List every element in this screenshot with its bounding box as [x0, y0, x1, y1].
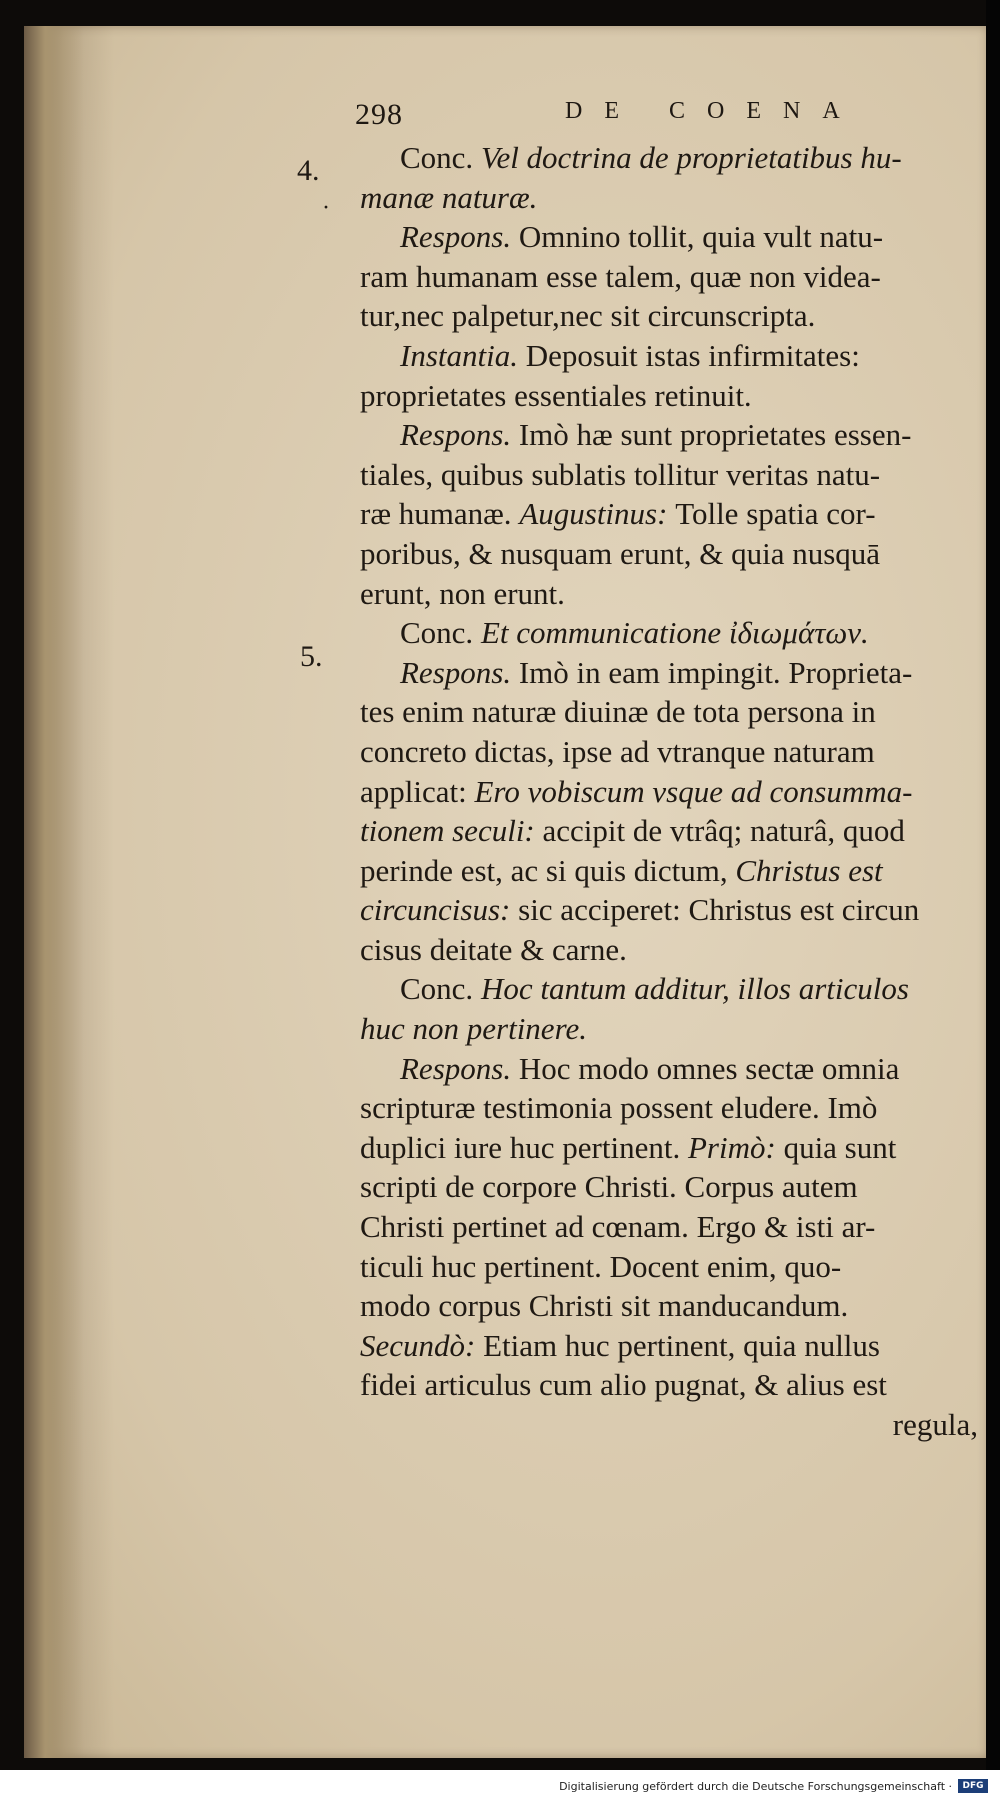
- roman-span: Omnino tollit, quia vult natu-: [518, 219, 884, 255]
- text-line: [360, 1365, 978, 1405]
- roman-span: proprietates essentiales retinuit.: [360, 377, 752, 413]
- roman-span: ram humanam esse talem, quæ non videa-: [360, 258, 881, 294]
- italic-span: Instantia.: [400, 337, 526, 373]
- text-line: [360, 494, 978, 534]
- roman-span: tiales, quibus sublatis tollitur veritas natu-: [360, 456, 881, 492]
- text-line: [360, 1247, 978, 1287]
- roman-span: cisus deitate & carne.: [360, 931, 627, 967]
- text-line: [360, 376, 978, 416]
- text-line: [360, 1167, 978, 1207]
- text-line: [360, 732, 978, 772]
- text-line: [360, 336, 978, 376]
- roman-span: perinde est, ac si quis dictum,: [360, 852, 736, 888]
- roman-span: fidei articulus cum alio pugnat, & alius est: [360, 1367, 887, 1403]
- margin-number-4: 4.: [297, 154, 320, 187]
- roman-span: Imò in eam impingit. Proprieta-: [518, 654, 913, 690]
- italic-span: huc non pertinere.: [360, 1011, 587, 1047]
- text-line: [360, 653, 978, 693]
- text-line: [360, 1286, 978, 1326]
- roman-span: Conc.: [400, 971, 481, 1007]
- text-line: [360, 772, 978, 812]
- roman-span: applicat:: [360, 773, 475, 809]
- text-line: [360, 1207, 978, 1247]
- roman-span: duplici iure huc pertinent.: [360, 1129, 688, 1165]
- italic-span: Respons.: [400, 219, 519, 255]
- italic-span: Secundò:: [360, 1327, 484, 1363]
- roman-span: modo corpus Christi sit manducandum.: [360, 1288, 849, 1324]
- text-line: [360, 930, 978, 970]
- running-head: DE COENA: [565, 98, 862, 124]
- roman-span: Tolle spatia cor-: [675, 496, 876, 532]
- roman-span: ræ humanæ.: [360, 496, 520, 532]
- text-line: [360, 1049, 978, 1089]
- roman-span: Conc.: [400, 140, 481, 175]
- roman-span: concreto dictas, ipse ad vtranque naturam: [360, 733, 875, 769]
- roman-span: scripturæ testimonia possent eludere. Imò: [360, 1090, 878, 1126]
- text-line: [360, 969, 978, 1009]
- roman-span: tur,nec palpetur,nec sit circunscripta.: [360, 298, 816, 334]
- text-line: [360, 178, 978, 218]
- text-line: [360, 257, 978, 297]
- italic-span: Respons.: [400, 654, 519, 690]
- italic-span: Christus est: [735, 852, 883, 888]
- text-line: [360, 138, 978, 178]
- margin-number-5: 5.: [300, 640, 323, 673]
- text-line: [360, 1009, 978, 1049]
- text-line: [360, 851, 978, 891]
- footer-bar: [0, 1770, 1000, 1803]
- text-line: [360, 692, 978, 732]
- roman-span: ticuli huc pertinent. Docent enim, quo-: [360, 1248, 842, 1284]
- italic-span: manæ naturæ.: [360, 179, 538, 215]
- roman-span: quia sunt: [783, 1129, 897, 1165]
- text-line: [360, 890, 978, 930]
- italic-span: Vel doctrina de proprietatibus hu-: [480, 140, 902, 175]
- text-line: [360, 1405, 978, 1445]
- roman-span: Imò hæ sunt proprietates essen-: [518, 417, 912, 453]
- text-line: [360, 455, 978, 495]
- italic-span: Respons.: [400, 1050, 519, 1086]
- italic-span: Ero vobiscum vsque ad consumma-: [474, 773, 913, 809]
- funding-credit: Digitalisierung gefördert durch die Deutsche Forschungsgemeinschaft ·: [559, 1780, 952, 1793]
- text-line: [360, 613, 978, 653]
- text-line: [360, 296, 978, 336]
- roman-span: Etiam huc pertinent, quia nullus: [483, 1327, 880, 1363]
- roman-span: Deposuit istas infirmitates:: [525, 337, 860, 373]
- roman-span: accipit de vtrâq; naturâ, quod: [542, 813, 905, 849]
- italic-span: Respons.: [400, 417, 519, 453]
- text-line: [360, 534, 978, 574]
- scan-border: [986, 0, 1000, 1803]
- italic-span: Hoc tantum additur, illos articulos: [480, 971, 909, 1007]
- italic-span: Primò:: [687, 1129, 784, 1165]
- roman-span: sic acciperet: Christus est circun: [518, 892, 920, 928]
- margin-dot: ·: [322, 195, 330, 221]
- italic-span: Et communicatione ἰδιωμάτων.: [480, 615, 869, 651]
- italic-span: Augustinus:: [519, 496, 676, 532]
- body-text: [360, 138, 978, 1445]
- page-header: [0, 98, 1000, 138]
- roman-span: scripti de corpore Christi. Corpus autem: [360, 1169, 858, 1205]
- roman-span: poribus, & nusquam erunt, & quia nusquā: [360, 535, 881, 571]
- dfg-logo: DFG: [958, 1779, 988, 1793]
- text-line: [360, 811, 978, 851]
- text-line: [360, 1326, 978, 1366]
- roman-span: tes enim naturæ diuinæ de tota persona in: [360, 694, 876, 730]
- text-line: [360, 1088, 978, 1128]
- text-line: [360, 1128, 978, 1168]
- roman-span: erunt, non erunt.: [360, 575, 565, 611]
- text-line: [360, 217, 978, 257]
- page-number: 298: [355, 98, 403, 131]
- roman-span: Conc.: [400, 615, 481, 651]
- roman-span: Christi pertinet ad cœnam. Ergo & isti ar-: [360, 1209, 876, 1245]
- text-line: [360, 574, 978, 614]
- roman-span: Hoc modo omnes sectæ omnia: [518, 1050, 900, 1086]
- text-line: [360, 415, 978, 455]
- italic-span: tionem seculi:: [360, 813, 543, 849]
- roman-span: regula,: [892, 1407, 978, 1442]
- italic-span: circuncisus:: [360, 892, 519, 928]
